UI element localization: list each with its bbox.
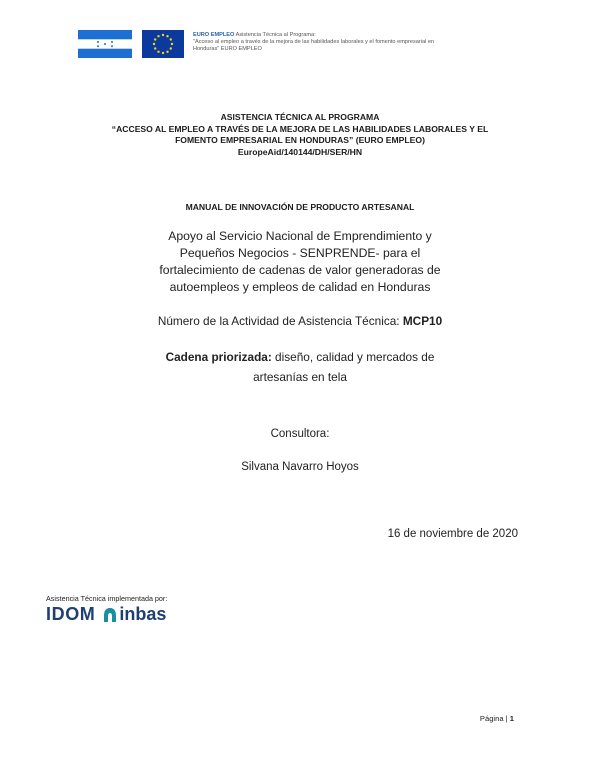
consultant-name: Silvana Navarro Hoyos [241, 461, 359, 473]
idom-logo: IDOM [46, 604, 96, 624]
chain-label: Cadena priorizada: [165, 350, 272, 364]
implementer-logos [46, 604, 167, 625]
inbas-wordmark: inbas [119, 604, 167, 624]
page-label: Página [479, 714, 504, 723]
program-title [40, 112, 560, 158]
inbas-mark-icon [103, 607, 117, 623]
header-line2: "Acceso al empleo a través de la mejora de las habilidades laborales y el fomento empresarial en [193, 39, 435, 45]
page-number [480, 714, 514, 723]
activity-label: Número de la Actividad de Asistencia Técnica: [157, 314, 403, 328]
manual-title: MANUAL DE INNOVACIÓN DE PRODUCTO ARTESANAL [185, 202, 415, 212]
consultant-label: Consultora: [270, 428, 330, 440]
program-line2: “ACCESO AL EMPLEO A TRAVÉS DE LA MEJORA DE LAS HABILIDADES LABORALES Y EL [111, 123, 489, 134]
implementation-label: Asistencia Técnica implementada por: [46, 594, 168, 603]
support-line4: autoempleos y empleos de calidad en Honduras [169, 280, 431, 294]
support-line2: Pequeños Negocios - SENPRENDE- para el [179, 246, 421, 260]
program-reference: EuropeAid/140144/DH/SER/HN [237, 146, 363, 157]
page-separator: | [503, 714, 510, 723]
program-line1: ASISTENCIA TÉCNICA AL PROGRAMA [220, 112, 380, 122]
header [78, 30, 523, 58]
honduras-flag-icon [78, 30, 132, 58]
chain-text2: artesanías en tela [253, 370, 347, 384]
chain-text1: diseño, calidad y mercados de [271, 350, 435, 364]
support-line3: fortalecimiento de cadenas de valor generadoras de [159, 263, 441, 277]
inbas-logo [103, 604, 166, 625]
header-text [193, 32, 523, 53]
support-description [40, 228, 560, 296]
support-line1: Apoyo al Servicio Nacional de Emprendimiento y [168, 229, 432, 243]
eu-flag-icon [142, 30, 184, 58]
implementation-block [46, 594, 167, 625]
document-date: 16 de noviembre de 2020 [387, 528, 518, 540]
page-value: 1 [509, 714, 514, 723]
header-line1: Asistencia Técnica al Programa: [234, 32, 316, 38]
activity-code: MCP10 [402, 314, 443, 328]
header-brand: EURO EMPLEO [193, 32, 235, 38]
header-line3: Honduras" EURO EMPLEO [193, 46, 262, 52]
activity-number [40, 314, 560, 328]
program-line3: FOMENTO EMPRESARIAL EN HONDURAS” (EURO EMPLEO) [175, 135, 425, 146]
prioritized-chain [40, 347, 560, 387]
